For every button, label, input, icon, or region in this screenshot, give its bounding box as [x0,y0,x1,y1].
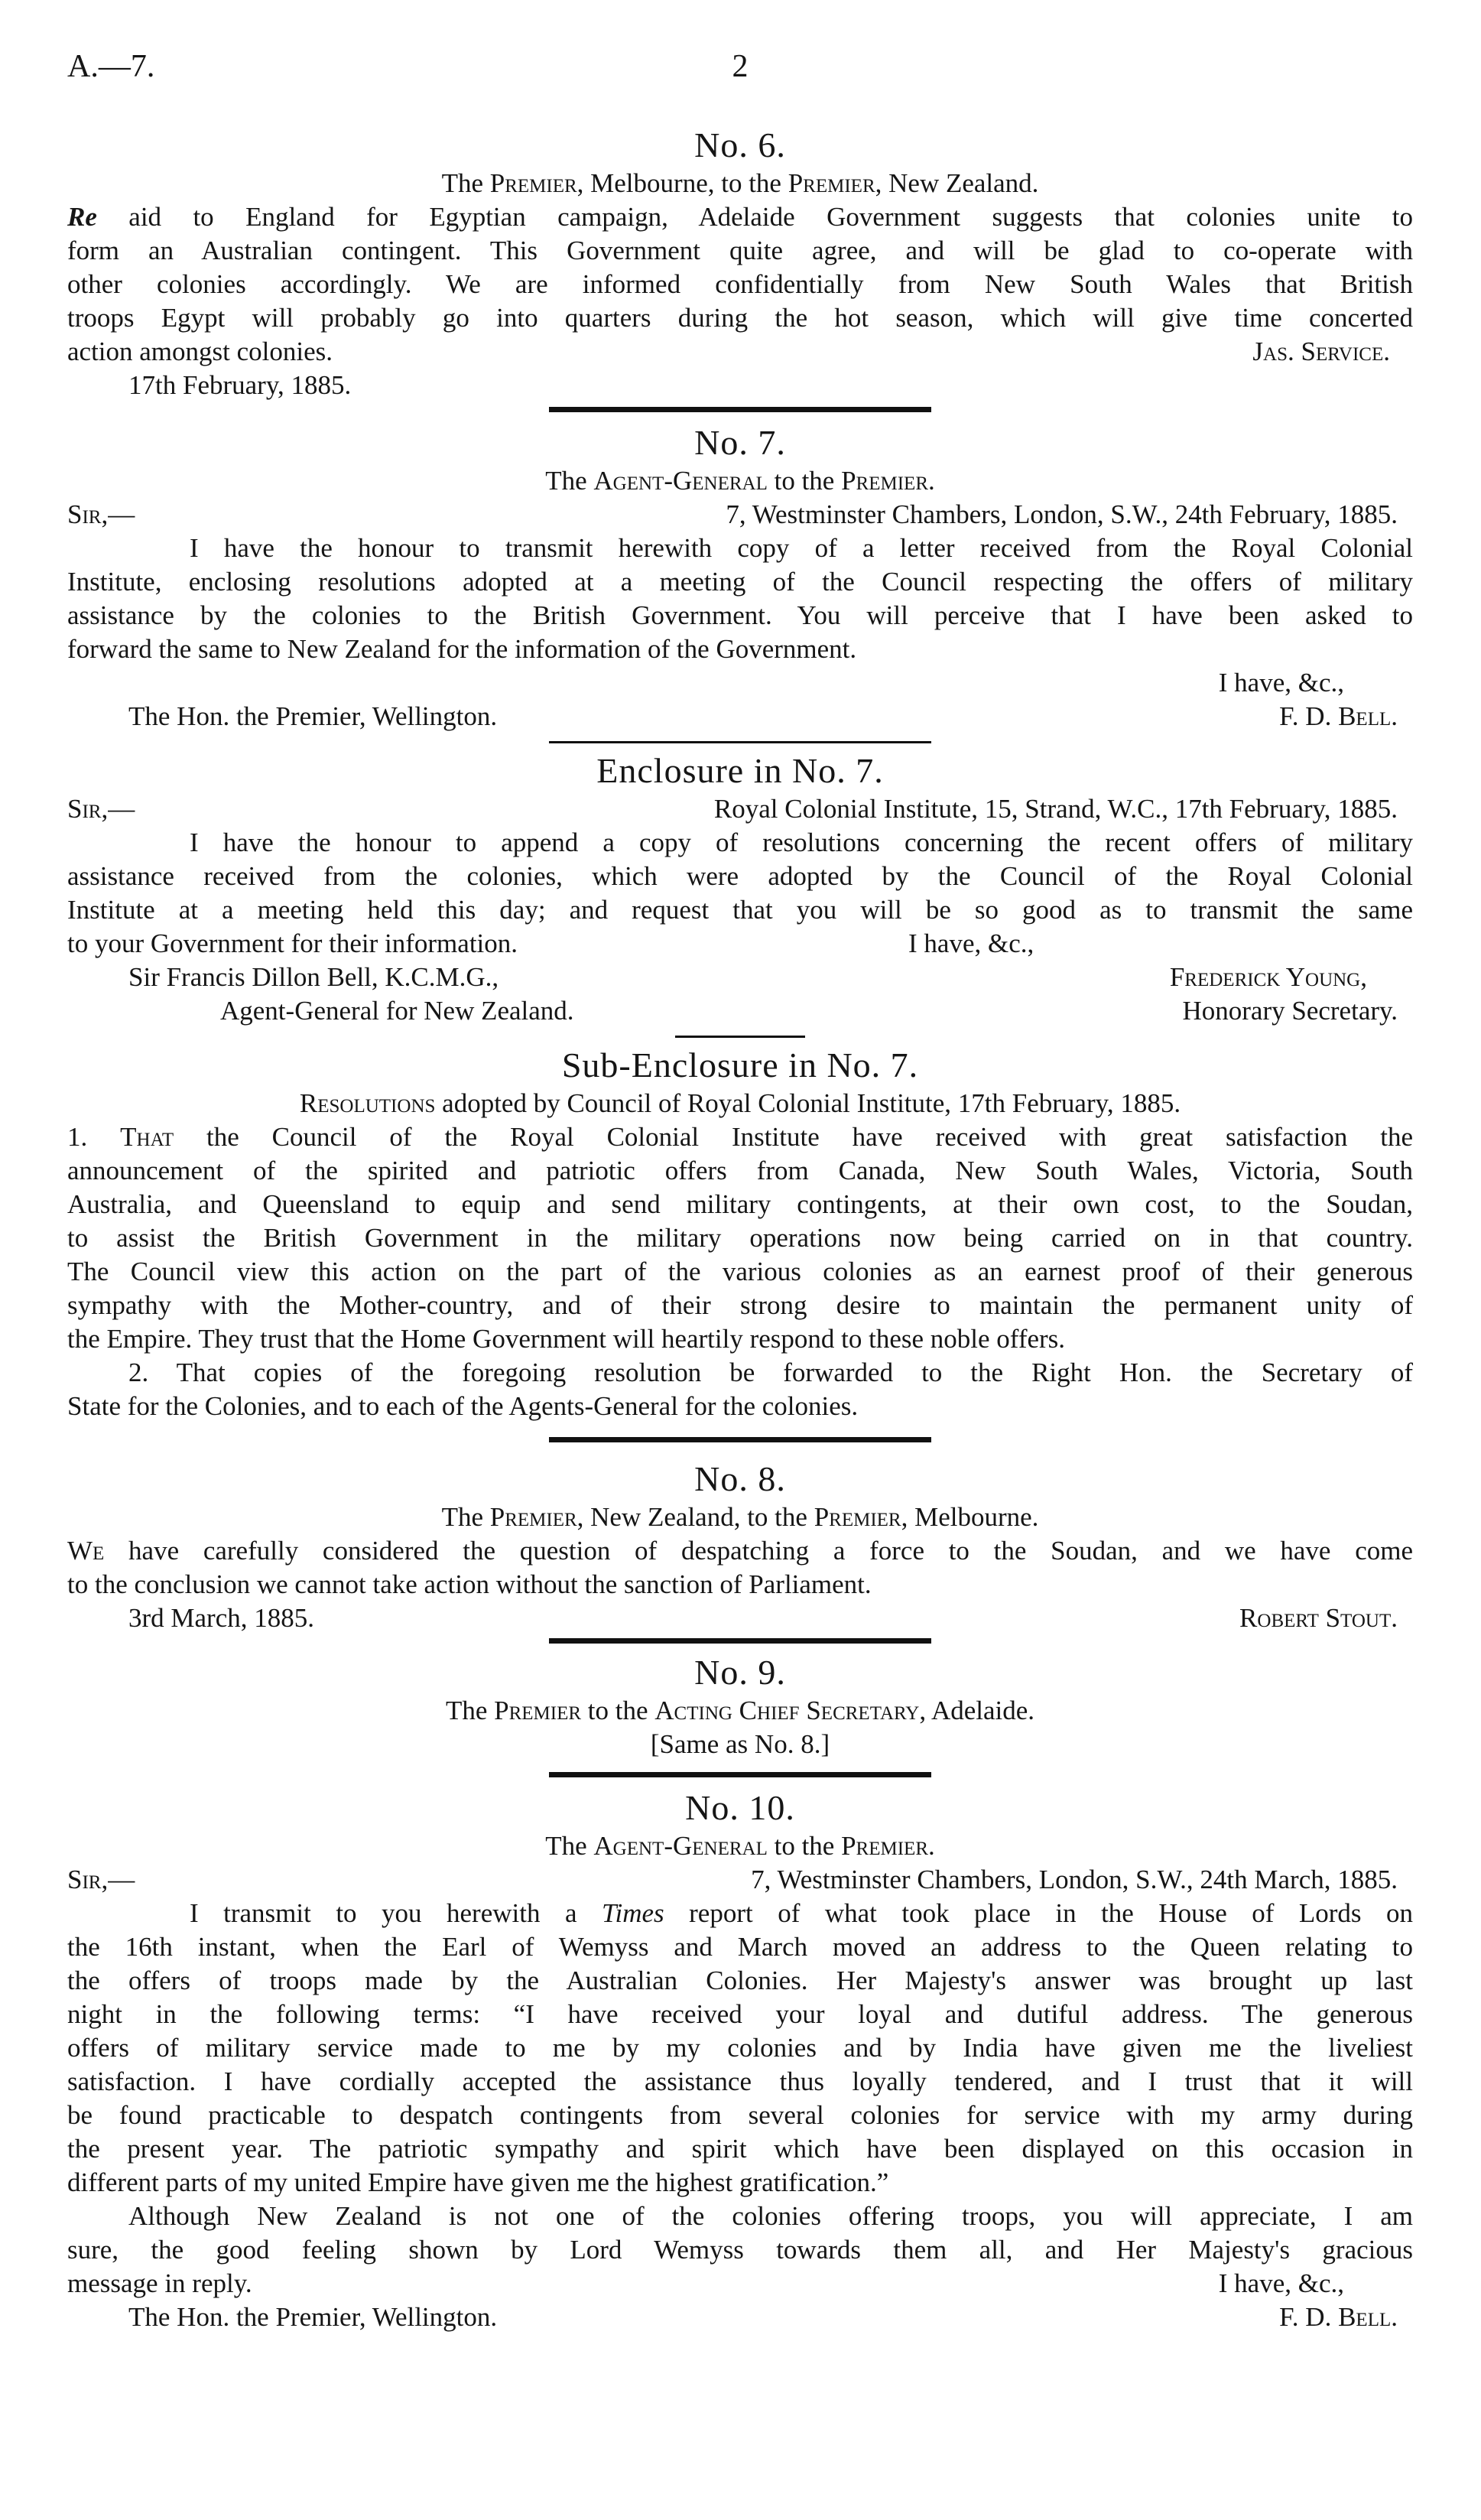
section-divider [549,741,931,743]
section-sub-enclosure-no-7 [67,1044,1413,1423]
date-line: 17th February, 1885. [128,370,352,400]
letter-address: 7, Westminster Chambers, London, S.W., 24th March, 1885. [751,1865,1398,1894]
note: [Same as No. 8.] [650,1729,830,1759]
body-line: assistance by the colonies to the British Government. You will perceive that I have been asked to [67,600,1413,630]
recipient-signature-line [67,700,1413,733]
section-no-8 [67,1458,1413,1635]
signer-title: Honorary Secretary. [1182,996,1398,1026]
signature: Frederick Young, [1169,962,1367,992]
date-signature-line [67,1601,1413,1635]
section-divider [549,1772,931,1777]
recipient-title: Agent-General for New Zealand. [220,996,574,1026]
recipient-signature-line [67,2301,1413,2334]
body-line: sympathy with the Mother-country, and of their strong desire to maintain the permanent unity of [67,1290,1413,1320]
body-line: Australia, and Queensland to equip and send military contingents, at their own cost, to the Soudan, [67,1189,1413,1219]
body-line-with-closing: message in reply. I have, &c., [67,2267,1413,2301]
recipient: The Hon. the Premier, Wellington. [128,2302,498,2332]
section-no-10 [67,1787,1413,2334]
section-heading: No. 6. [694,125,786,164]
body-line: to the conclusion we cannot take action without the sanction of Parliament. [67,1569,872,1599]
section-no-6 [67,124,1413,402]
body-line-with-signature: action amongst colonies. Jas. Service. [67,335,1413,369]
document-reference: A.—7. [67,49,155,84]
salutation-address-line [67,1863,1413,1897]
body-line: satisfaction. I have cordially accepted the assistance thus loyally tendered, and I trust that it will [67,2066,1413,2096]
section-subheading: The Premier to the Acting Chief Secretary, Adelaide. [445,1696,1035,1725]
salutation-address-line [67,498,1413,532]
body-line: forward the same to New Zealand for the information of the Government. [67,634,857,664]
body-line: different parts of my united Empire have given me the highest gratification.” [67,2167,889,2197]
body-line: to assist the British Government in the military operations now being carried on in that country. [67,1223,1413,1253]
body-line: other colonies accordingly. We are informed confidentially from New South Wales that British [67,269,1413,299]
section-heading: No. 8. [694,1459,786,1498]
letter-address: Royal Colonial Institute, 15, Strand, W.C., 17th February, 1885. [713,794,1398,824]
body-line: Institute, enclosing resolutions adopted at a meeting of the Council respecting the offers of military [67,567,1413,597]
body-line: announcement of the spirited and patriotic offers from Canada, New South Wales, Victoria, South [67,1156,1413,1185]
body-line: 1. That the Council of the Royal Colonial Institute have received with great satisfaction the [67,1122,1413,1152]
body-line: Institute at a meeting held this day; and request that you will be so good as to transmit the same [67,895,1413,925]
signature: Jas. Service. [1252,337,1390,366]
body-line: assistance received from the colonies, which were adopted by the Council of the Royal Colonial [67,861,1413,891]
section-heading: Sub-Enclosure in No. 7. [561,1045,919,1084]
body-line: The Council view this action on the part of the various colonies as an earnest proof of their generous [67,1257,1413,1286]
page-number: 2 [732,49,749,84]
body-line: the Empire. They trust that the Home Government will heartily respond to these noble offers. [67,1324,1066,1354]
section-divider [549,407,931,412]
body-line: We have carefully considered the question of despatching a force to the Soudan, and we have come [67,1536,1413,1566]
section-heading: No. 10. [685,1788,795,1827]
salutation: Sir,— [67,1865,135,1894]
closing: I have, &c., [908,928,1034,958]
section-no-7 [67,421,1413,733]
body-line: 2. That copies of the foregoing resolution be forwarded to the Right Hon. the Secretary of [128,1358,1413,1387]
body-line: sure, the good feeling shown by Lord Wemyss towards them all, and Her Majesty's gracious [67,2235,1413,2265]
body-line: I have the honour to transmit herewith copy of a letter received from the Royal Colonial [190,533,1413,563]
section-divider [549,1437,931,1442]
body-line: Re aid to England for Egyptian campaign, Adelaide Government suggests that colonies unite to [67,202,1413,232]
signature: F. D. Bell. [1279,2302,1398,2332]
body-line-with-closing: to your Government for their information. I have, &c., [67,927,1413,961]
body-line: the offers of troops made by the Australian Colonies. Her Majesty's answer was brought up last [67,1966,1413,1995]
page-header [67,47,1413,86]
date: 3rd March, 1885. [128,1603,315,1633]
body-line: night in the following terms: “I have received your loyal and dutiful address. The generous [67,1999,1413,2029]
section-subheading: The Premier, Melbourne, to the Premier, New Zealand. [441,168,1039,198]
body-line: troops Egypt will probably go into quarters during the hot season, which will give time concerted [67,303,1413,333]
recipient-title-line [67,994,1413,1028]
section-enclosure-no-7 [67,749,1413,1028]
closing: I have, &c., [1218,668,1344,697]
body-line: I transmit to you herewith a Times report of what took place in the House of Lords on [190,1898,1413,1928]
section-divider [549,1638,931,1644]
body-line: State for the Colonies, and to each of the Agents-General for the colonies. [67,1391,859,1421]
section-divider [675,1036,805,1038]
recipient-signature-line [67,961,1413,994]
section-subheading: The Premier, New Zealand, to the Premier, Melbourne. [441,1502,1039,1532]
salutation-address-line [67,792,1413,826]
signature: Robert Stout. [1239,1603,1398,1633]
section-subheading: Resolutions adopted by Council of Royal Colonial Institute, 17th February, 1885. [299,1088,1181,1118]
recipient: The Hon. the Premier, Wellington. [128,701,498,731]
section-subheading: The Agent-General to the Premier. [545,1831,935,1861]
page-body [67,124,1413,2334]
closing: I have, &c., [1218,2268,1344,2298]
body-line: the present year. The patriotic sympathy and spirit which have been displayed on this occasion in [67,2134,1413,2164]
body-line: form an Australian contingent. This Government quite agree, and will be glad to co-operate with [67,236,1413,265]
section-subheading: The Agent-General to the Premier. [545,466,935,496]
salutation: Sir,— [67,499,135,529]
section-heading: Enclosure in No. 7. [596,751,884,790]
body-line: Although New Zealand is not one of the colonies offering troops, you will appreciate, I am [128,2201,1413,2231]
letter-address: 7, Westminster Chambers, London, S.W., 24th February, 1885. [726,499,1398,529]
section-no-9 [67,1651,1413,1761]
recipient: Sir Francis Dillon Bell, K.C.M.G., [128,962,499,992]
body-line: I have the honour to append a copy of resolutions concerning the recent offers of military [190,828,1413,857]
body-line: the 16th instant, when the Earl of Wemyss and March moved an address to the Queen relating to [67,1932,1413,1962]
body-line: be found practicable to despatch contingents from several colonies for service with my army during [67,2100,1413,2130]
body-line: offers of military service made to me by my colonies and by India have given me the liveliest [67,2033,1413,2063]
signature: F. D. Bell. [1279,701,1398,731]
section-heading: No. 7. [694,423,786,462]
salutation: Sir,— [67,794,135,824]
section-heading: No. 9. [694,1653,786,1692]
